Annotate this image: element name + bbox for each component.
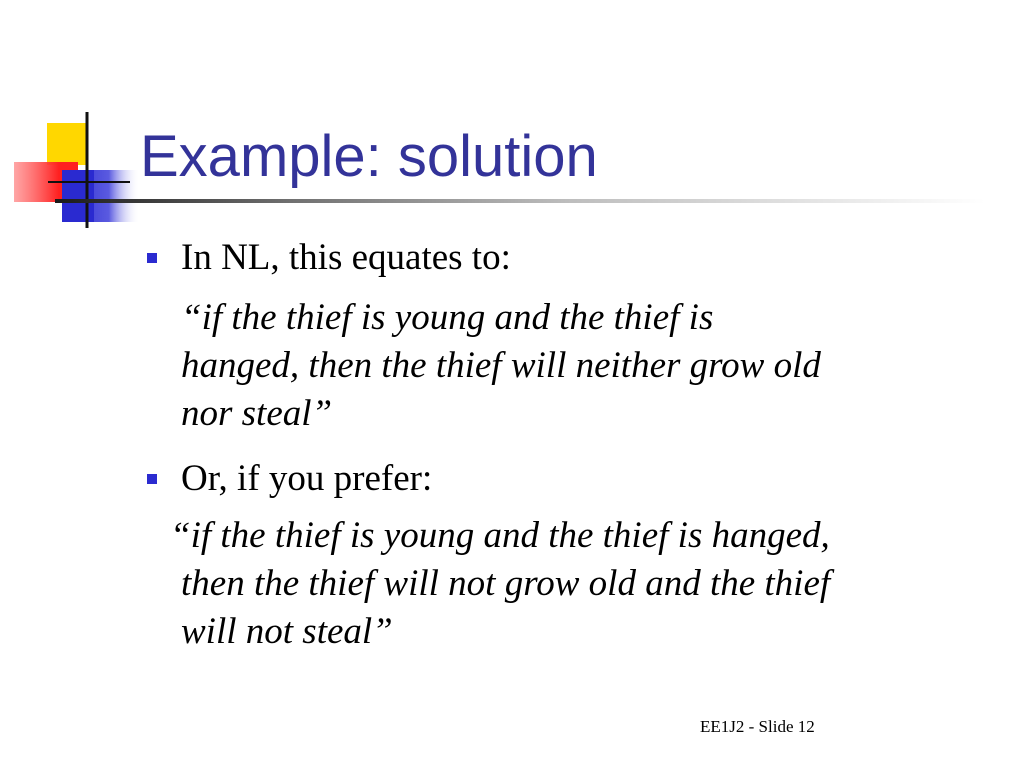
logo-blue-square — [62, 170, 94, 222]
logo-yellow-square — [47, 123, 87, 165]
bullet-text-2: Or, if you prefer: — [181, 458, 433, 499]
quote-1-line-3: nor steal” — [181, 393, 333, 434]
quote-2-line-1: “if the thief is young and the thief is hanged, — [170, 515, 830, 556]
bullet-text-1: In NL, this equates to: — [181, 237, 511, 278]
title-underline — [55, 199, 985, 203]
quote-1-line-2: hanged, then the thief will neither grow old — [181, 345, 821, 386]
slide-logo-graphic — [0, 0, 140, 240]
slide-footer: EE1J2 - Slide 12 — [700, 717, 815, 736]
quote-2-line-2: then the thief will not grow old and the thief — [181, 563, 831, 604]
quote-1-line-1: “if the thief is young and the thief is — [181, 297, 714, 338]
bullet-marker-1 — [147, 253, 157, 263]
slide-title: Example: solution — [140, 124, 598, 189]
bullet-marker-2 — [147, 474, 157, 484]
quote-2-line-3: will not steal” — [181, 611, 393, 652]
